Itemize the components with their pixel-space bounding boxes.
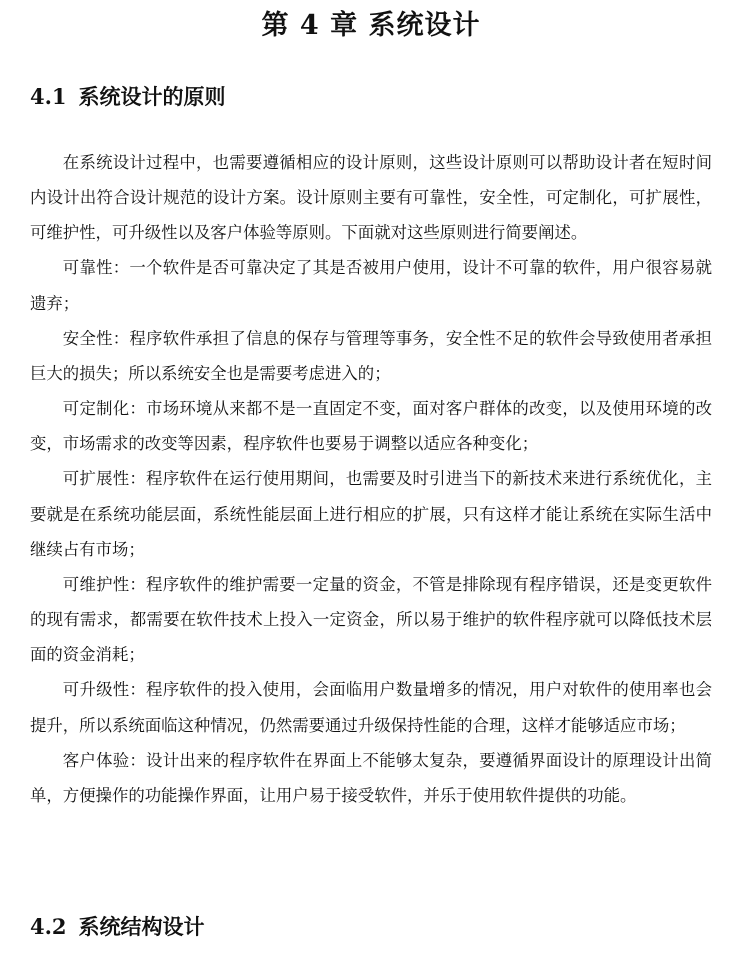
paragraph-user-experience: 客户体验：设计出来的程序软件在界面上不能够太复杂，要遵循界面设计的原理设计出简单，方便操作的功能操作界面，让用户易于接受软件，并乐于使用软件提供的功能。 (30, 750, 712, 805)
chapter-title: 第 4 章 系统设计 (261, 10, 481, 41)
paragraph-reliability: 可靠性：一个软件是否可靠决定了其是否被用户使用，设计不可靠的软件，用户很容易就遗弃； (30, 258, 712, 313)
section-heading-4-2 (30, 912, 205, 942)
paragraph-maintainability: 可维护性：程序软件的维护需要一定量的资金，不管是排除现有程序错误，还是变更软件的现有需求，都需要在软件技术上投入一定资金，所以易于维护的软件程序就可以降低技术层面的资金消耗； (30, 574, 712, 665)
section-number: 4.2 (30, 914, 67, 939)
paragraph-upgradability: 可升级性：程序软件的投入使用，会面临用户数量增多的情况，用户对软件的使用率也会提升，所以系统面临这种情况，仍然需要通过升级保持性能的合理，这样才能够适应市场； (30, 680, 712, 735)
section-title: 系统设计的原则 (78, 84, 226, 109)
section-heading-4-1 (30, 82, 226, 112)
paragraph-extensibility: 可扩展性：程序软件在运行使用期间，也需要及时引进当下的新技术来进行系统优化，主要就是在系统功能层面，系统性能层面上进行相应的扩展，只有这样才能让系统在实际生活中继续占有市场； (30, 469, 712, 559)
paragraph-security: 安全性：程序软件承担了信息的保存与管理等事务，安全性不足的软件会导致使用者承担巨大的损失；所以系统安全也是需要考虑进入的； (30, 328, 712, 383)
section-number: 4.1 (30, 84, 67, 109)
paragraph-intro: 在系统设计过程中，也需要遵循相应的设计原则，这些设计原则可以帮助设计者在短时间内设计出符合设计规范的设计方案。设计原则主要有可靠性，安全性，可定制化，可扩展性，可维护性，可升级性以及客户体验等原则。下面就对这些原则进行简要阐述。 (30, 153, 712, 243)
body-text (30, 145, 712, 813)
section-title: 系统结构设计 (78, 914, 205, 939)
paragraph-customizability: 可定制化：市场环境从来都不是一直固定不变，面对客户群体的改变，以及使用环境的改变，市场需求的改变等因素，程序软件也要易于调整以适应各种变化； (30, 399, 712, 454)
